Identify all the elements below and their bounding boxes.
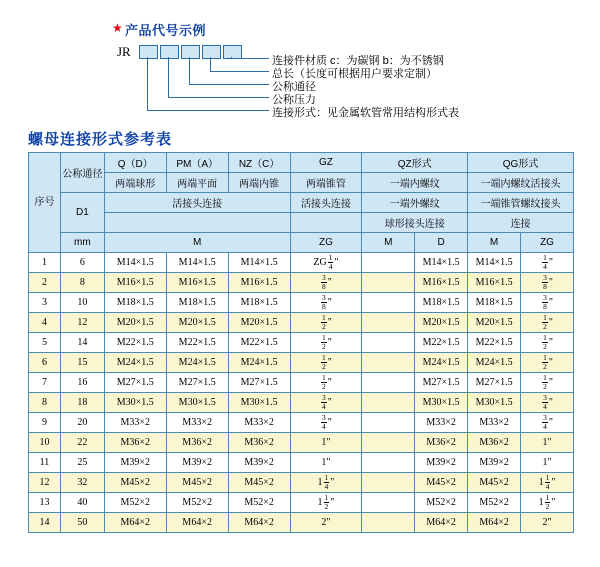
cell-qz-d: M52×2 (415, 493, 468, 513)
cell-qg-zg: $\frac{1}{2}$ " (521, 333, 574, 353)
header-union-connection: 活接头连接 (104, 193, 290, 213)
cell-qz-d: M39×2 (415, 453, 468, 473)
cell-nzc-thread: M33×2 (228, 413, 290, 433)
cell-qg-m: M64×2 (468, 513, 521, 533)
table-header-row-5 (29, 233, 574, 253)
code-box-4 (202, 45, 221, 59)
leader-line-h2 (210, 71, 269, 72)
cell-qz-d: M64×2 (415, 513, 468, 533)
cell-qg-zg: $\frac{3}{8}$ " (521, 293, 574, 313)
cell-qd-thread: M30×1.5 (104, 393, 166, 413)
header-unit-mm: mm (60, 233, 104, 253)
cell-qz-d: M45×2 (415, 473, 468, 493)
cell-nzc-thread: M14×1.5 (228, 253, 290, 273)
cell-qg-zg: 1" (521, 433, 574, 453)
cell-qg-zg: $\frac{1}{2}$ " (521, 313, 574, 333)
cell-qg-zg: 1 $\frac{1}{2}$ " (521, 493, 574, 513)
cell-nominal-diameter: 18 (60, 393, 104, 413)
cell-qd-thread: M36×2 (104, 433, 166, 453)
cell-nominal-diameter: 14 (60, 333, 104, 353)
cell-gz-taper: ZG $\frac{1}{4}$ " (290, 253, 362, 273)
header-d1: D1 (60, 193, 104, 233)
header-qz-ball-joint: 球形接头连接 (362, 213, 468, 233)
header-unit-zg-gz: ZG (290, 233, 362, 253)
cell-nzc-thread: M20×1.5 (228, 313, 290, 333)
header-gz-union: 活接头连接 (290, 193, 362, 213)
cell-nominal-diameter: 25 (60, 453, 104, 473)
cell-qg-m: M16×1.5 (468, 273, 521, 293)
cell-pma-thread: M52×2 (166, 493, 228, 513)
cell-qg-zg: $\frac{3}{4}$ " (521, 413, 574, 433)
header-qg-taper-thread: 一端锥管螺纹接头 (468, 193, 574, 213)
table-row (29, 313, 574, 333)
cell-qg-m: M52×2 (468, 493, 521, 513)
cell-pma-thread: M36×2 (166, 433, 228, 453)
cell-gz-taper: 1 $\frac{1}{2}$ " (290, 493, 362, 513)
cell-pma-thread: M14×1.5 (166, 253, 228, 273)
cell-nominal-diameter: 8 (60, 273, 104, 293)
cell-qz-m (362, 353, 415, 373)
cell-qd-thread: M52×2 (104, 493, 166, 513)
header-unit-m-left: M (104, 233, 290, 253)
table-header-row-3 (29, 193, 574, 213)
cell-qg-m: M22×1.5 (468, 333, 521, 353)
cell-nzc-thread: M27×1.5 (228, 373, 290, 393)
leader-line-v3 (189, 57, 190, 84)
table-header-row-4 (29, 213, 574, 233)
cell-serial-number: 10 (29, 433, 61, 453)
cell-qg-m: M39×2 (468, 453, 521, 473)
legend-connection-type: 连接形式：见金属软管常用结构形式表 (272, 107, 459, 119)
cell-gz-taper: $\frac{3}{8}$ " (290, 293, 362, 313)
header-group-pma: PM（A） (166, 153, 228, 173)
cell-gz-taper: $\frac{1}{2}$ " (290, 313, 362, 333)
cell-qz-m (362, 493, 415, 513)
table-row (29, 433, 574, 453)
cell-qz-m (362, 473, 415, 493)
cell-nzc-thread: M24×1.5 (228, 353, 290, 373)
cell-pma-thread: M45×2 (166, 473, 228, 493)
cell-qz-m (362, 373, 415, 393)
header-qz-external-thread: 一端外螺纹 (362, 193, 468, 213)
code-box-1 (139, 45, 158, 59)
cell-qz-m (362, 433, 415, 453)
table-title: 螺母连接形式参考表 (28, 131, 173, 148)
leader-line-v5 (147, 57, 148, 110)
cell-serial-number: 12 (29, 473, 61, 493)
cell-serial-number: 13 (29, 493, 61, 513)
cell-qz-m (362, 313, 415, 333)
header-blank-left (104, 213, 290, 233)
star-icon: ★ (112, 21, 123, 35)
cell-qz-d: M33×2 (415, 413, 468, 433)
cell-qg-m: M45×2 (468, 473, 521, 493)
cell-serial-number: 3 (29, 293, 61, 313)
header-unit-m-qg: M (468, 233, 521, 253)
cell-qz-d: M22×1.5 (415, 333, 468, 353)
cell-gz-taper: $\frac{1}{2}$ " (290, 333, 362, 353)
cell-nominal-diameter: 20 (60, 413, 104, 433)
cell-pma-thread: M30×1.5 (166, 393, 228, 413)
table-body (29, 253, 574, 533)
cell-qz-d: M30×1.5 (415, 393, 468, 413)
cell-pma-thread: M20×1.5 (166, 313, 228, 333)
cell-qd-thread: M18×1.5 (104, 293, 166, 313)
cell-serial-number: 14 (29, 513, 61, 533)
cell-nzc-thread: M64×2 (228, 513, 290, 533)
diagram-title: 产品代号示例 (125, 23, 207, 38)
cell-qd-thread: M64×2 (104, 513, 166, 533)
cell-pma-thread: M22×1.5 (166, 333, 228, 353)
header-group-qg: QG形式 (468, 153, 574, 173)
cell-gz-taper: $\frac{3}{4}$ " (290, 393, 362, 413)
leader-line-v4 (168, 57, 169, 97)
product-code-prefix: JR (117, 44, 131, 59)
cell-serial-number: 9 (29, 413, 61, 433)
cell-nominal-diameter: 12 (60, 313, 104, 333)
cell-serial-number: 4 (29, 313, 61, 333)
cell-qg-m: M18×1.5 (468, 293, 521, 313)
cell-pma-thread: M64×2 (166, 513, 228, 533)
cell-pma-thread: M18×1.5 (166, 293, 228, 313)
cell-nzc-thread: M18×1.5 (228, 293, 290, 313)
cell-nzc-thread: M30×1.5 (228, 393, 290, 413)
leader-line-h4 (168, 97, 269, 98)
cell-qz-d: M18×1.5 (415, 293, 468, 313)
cell-nominal-diameter: 22 (60, 433, 104, 453)
cell-gz-taper: 2" (290, 513, 362, 533)
leader-line-h5 (147, 110, 269, 111)
cell-nzc-thread: M36×2 (228, 433, 290, 453)
cell-qg-zg: $\frac{3}{8}$ " (521, 273, 574, 293)
table-row (29, 413, 574, 433)
cell-qd-thread: M16×1.5 (104, 273, 166, 293)
cell-pma-thread: M24×1.5 (166, 353, 228, 373)
code-box-2 (160, 45, 179, 59)
cell-qd-thread: M24×1.5 (104, 353, 166, 373)
header-unit-m-qz: M (362, 233, 415, 253)
cell-qg-m: M30×1.5 (468, 393, 521, 413)
cell-qg-zg: 1 $\frac{1}{4}$ " (521, 473, 574, 493)
cell-qz-m (362, 253, 415, 273)
header-group-qz: QZ形式 (362, 153, 468, 173)
table-row (29, 513, 574, 533)
cell-nzc-thread: M16×1.5 (228, 273, 290, 293)
cell-serial-number: 7 (29, 373, 61, 393)
cell-qg-m: M14×1.5 (468, 253, 521, 273)
table-row (29, 333, 574, 353)
header-group-qd: Q（D） (104, 153, 166, 173)
cell-qg-m: M36×2 (468, 433, 521, 453)
leader-line-h3 (189, 84, 269, 85)
cell-qd-thread: M33×2 (104, 413, 166, 433)
cell-serial-number: 2 (29, 273, 61, 293)
cell-nominal-diameter: 50 (60, 513, 104, 533)
legend-nominal-pressure: 公称压力 (272, 94, 316, 106)
cell-serial-number: 1 (29, 253, 61, 273)
cell-qz-m (362, 293, 415, 313)
cell-nominal-diameter: 10 (60, 293, 104, 313)
cell-pma-thread: M33×2 (166, 413, 228, 433)
cell-gz-taper: 1" (290, 453, 362, 473)
table-row (29, 293, 574, 313)
table-header-row-1 (29, 153, 574, 173)
cell-gz-taper: 1 $\frac{1}{4}$ " (290, 473, 362, 493)
cell-qg-m: M24×1.5 (468, 353, 521, 373)
cell-qg-m: M20×1.5 (468, 313, 521, 333)
cell-qz-m (362, 453, 415, 473)
cell-serial-number: 8 (29, 393, 61, 413)
cell-qz-d: M14×1.5 (415, 253, 468, 273)
cell-qd-thread: M20×1.5 (104, 313, 166, 333)
code-box-3 (181, 45, 200, 59)
cell-qz-d: M27×1.5 (415, 373, 468, 393)
cell-qz-m (362, 513, 415, 533)
leader-line-h1 (231, 58, 269, 59)
header-nzc-desc: 两端内锥 (228, 173, 290, 193)
leader-line-v2 (210, 57, 211, 71)
cell-qg-zg: $\frac{1}{4}$ " (521, 253, 574, 273)
cell-serial-number: 6 (29, 353, 61, 373)
cell-qd-thread: M39×2 (104, 453, 166, 473)
cell-qz-m (362, 333, 415, 353)
cell-nominal-diameter: 16 (60, 373, 104, 393)
cell-nzc-thread: M52×2 (228, 493, 290, 513)
cell-serial-number: 11 (29, 453, 61, 473)
cell-nzc-thread: M39×2 (228, 453, 290, 473)
header-group-gz: GZ (290, 153, 362, 173)
cell-gz-taper: 1" (290, 433, 362, 453)
cell-qg-zg: $\frac{3}{4}$ " (521, 393, 574, 413)
legend-nominal-diameter: 公称通径 (272, 81, 316, 93)
cell-pma-thread: M16×1.5 (166, 273, 228, 293)
cell-qd-thread: M45×2 (104, 473, 166, 493)
cell-nominal-diameter: 40 (60, 493, 104, 513)
table-row (29, 353, 574, 373)
cell-qz-d: M16×1.5 (415, 273, 468, 293)
cell-qz-d: M24×1.5 (415, 353, 468, 373)
product-code-diagram (0, 0, 600, 120)
table-row (29, 253, 574, 273)
cell-gz-taper: $\frac{3}{8}$ " (290, 273, 362, 293)
cell-gz-taper: $\frac{1}{2}$ " (290, 353, 362, 373)
table-row (29, 273, 574, 293)
cell-qg-m: M33×2 (468, 413, 521, 433)
cell-nzc-thread: M45×2 (228, 473, 290, 493)
table-header-row-2 (29, 173, 574, 193)
cell-qz-m (362, 393, 415, 413)
cell-qz-m (362, 413, 415, 433)
cell-nominal-diameter: 15 (60, 353, 104, 373)
cell-qg-m: M27×1.5 (468, 373, 521, 393)
cell-nzc-thread: M22×1.5 (228, 333, 290, 353)
cell-qg-zg: 2" (521, 513, 574, 533)
header-qz-desc: 一端内螺纹 (362, 173, 468, 193)
table-row (29, 493, 574, 513)
header-group-nzc: NZ（C） (228, 153, 290, 173)
cell-pma-thread: M27×1.5 (166, 373, 228, 393)
header-qg-desc: 一端内螺纹活接头 (468, 173, 574, 193)
header-gz-desc: 两端锥管 (290, 173, 362, 193)
code-box-5 (223, 45, 242, 59)
legend-total-length: 总长（长度可根据用户要求定制） (272, 68, 437, 80)
table-row (29, 373, 574, 393)
header-qg-connection: 连接 (468, 213, 574, 233)
cell-qd-thread: M22×1.5 (104, 333, 166, 353)
cell-pma-thread: M39×2 (166, 453, 228, 473)
cell-qz-d: M36×2 (415, 433, 468, 453)
header-blank-gz (290, 213, 362, 233)
cell-serial-number: 5 (29, 333, 61, 353)
header-unit-zg-qg: ZG (521, 233, 574, 253)
table-row (29, 393, 574, 413)
cell-nominal-diameter: 6 (60, 253, 104, 273)
cell-qd-thread: M27×1.5 (104, 373, 166, 393)
cell-nominal-diameter: 32 (60, 473, 104, 493)
legend-material: 连接件材质 c：为碳钢 b：为不锈钢 (272, 55, 444, 67)
table-row (29, 453, 574, 473)
cell-qd-thread: M14×1.5 (104, 253, 166, 273)
nut-connection-table (28, 152, 574, 533)
cell-qg-zg: $\frac{1}{2}$ " (521, 353, 574, 373)
table-row (29, 473, 574, 493)
cell-gz-taper: $\frac{3}{4}$ " (290, 413, 362, 433)
header-qd-desc: 两端球形 (104, 173, 166, 193)
header-pma-desc: 两端平面 (166, 173, 228, 193)
cell-qz-m (362, 273, 415, 293)
cell-qz-d: M20×1.5 (415, 313, 468, 333)
cell-qg-zg: $\frac{1}{2}$ " (521, 373, 574, 393)
header-nominal-diameter: 公称通径 (60, 153, 104, 193)
header-serial-number: 序号 (29, 153, 61, 253)
cell-gz-taper: $\frac{1}{2}$ " (290, 373, 362, 393)
header-unit-d-qz: D (415, 233, 468, 253)
cell-qg-zg: 1" (521, 453, 574, 473)
